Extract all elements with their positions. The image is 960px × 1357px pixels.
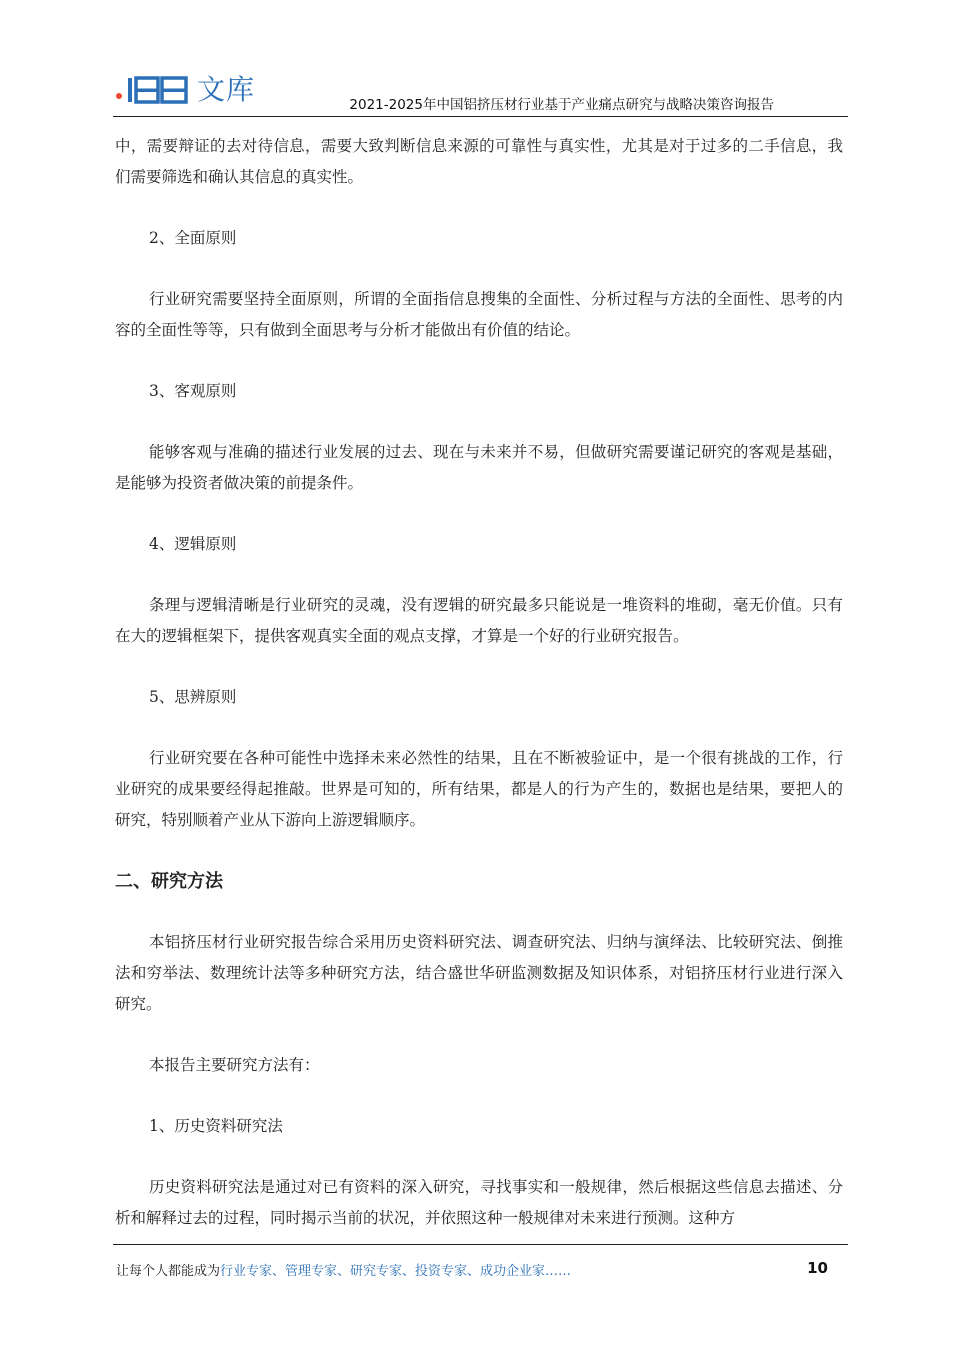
logo <box>116 74 255 106</box>
paragraph: 中，需要辩证的去对待信息，需要大致判断信息来源的可靠性与真实性，尤其是对于过多的二手信息，我们需要筛选和确认其信息的真实性。 <box>115 137 843 186</box>
subheading: 4、逻辑原则 <box>149 535 237 553</box>
header-divider <box>113 116 848 117</box>
footer-slogan-highlight: 行业专家、管理专家、研究专家、投资专家、成功企业家…… <box>220 1264 572 1279</box>
paragraph: 历史资料研究法是通过对已有资料的深入研究，寻找事实和一般规律，然后根据这些信息去描述、分析和解释过去的过程，同时揭示当前的状况，并依照这种一般规律对未来进行预测。这种方 <box>115 1178 843 1227</box>
logo-text: 文库 <box>197 73 256 106</box>
paragraph: 本报告主要研究方法有： <box>149 1056 320 1074</box>
subheading: 1、历史资料研究法 <box>149 1117 283 1135</box>
logo-mark-icon <box>127 76 189 104</box>
page-number: 10 <box>807 1259 828 1277</box>
footer-slogan <box>116 1260 571 1279</box>
section-heading: 二、研究方法 <box>115 871 223 892</box>
subheading: 5、思辨原则 <box>149 688 237 706</box>
paragraph: 本铝挤压材行业研究报告综合采用历史资料研究法、调查研究法、归纳与演绎法、比较研究法、倒推法和穷举法、数理统计法等多种研究方法，结合盛世华研监测数据及知识体系，对铝挤压材行业进行深入研究。 <box>115 933 843 1013</box>
subheading: 3、客观原则 <box>149 382 237 400</box>
subheading: 2、全面原则 <box>149 229 237 247</box>
header-title: 2021-2025年中国铝挤压材行业基于产业痛点研究与战略决策咨询报告 <box>349 97 774 113</box>
main-content <box>115 131 843 1234</box>
footer-slogan-prefix: 让每个人都能成为 <box>116 1264 221 1279</box>
paragraph: 行业研究需要坚持全面原则，所谓的全面指信息搜集的全面性、分析过程与方法的全面性、思考的内容的全面性等等，只有做到全面思考与分析才能做出有价值的结论。 <box>115 290 843 339</box>
paragraph: 能够客观与准确的描述行业发展的过去、现在与未来并不易，但做研究需要谨记研究的客观是基础，是能够为投资者做决策的前提条件。 <box>115 443 843 492</box>
paragraph: 条理与逻辑清晰是行业研究的灵魂，没有逻辑的研究最多只能说是一堆资料的堆砌，毫无价值。只有在大的逻辑框架下，提供客观真实全面的观点支撑，才算是一个好的行业研究报告。 <box>115 596 843 645</box>
footer-divider <box>113 1244 848 1245</box>
paragraph: 行业研究要在各种可能性中选择未来必然性的结果，且在不断被验证中，是一个很有挑战的工作，行业研究的成果要经得起推敲。世界是可知的，所有结果，都是人的行为产生的，数据也是结果，要把人的研究，特别顺着产业从下游向上游逻辑顺序。 <box>115 749 843 829</box>
logo-dot <box>116 93 122 99</box>
